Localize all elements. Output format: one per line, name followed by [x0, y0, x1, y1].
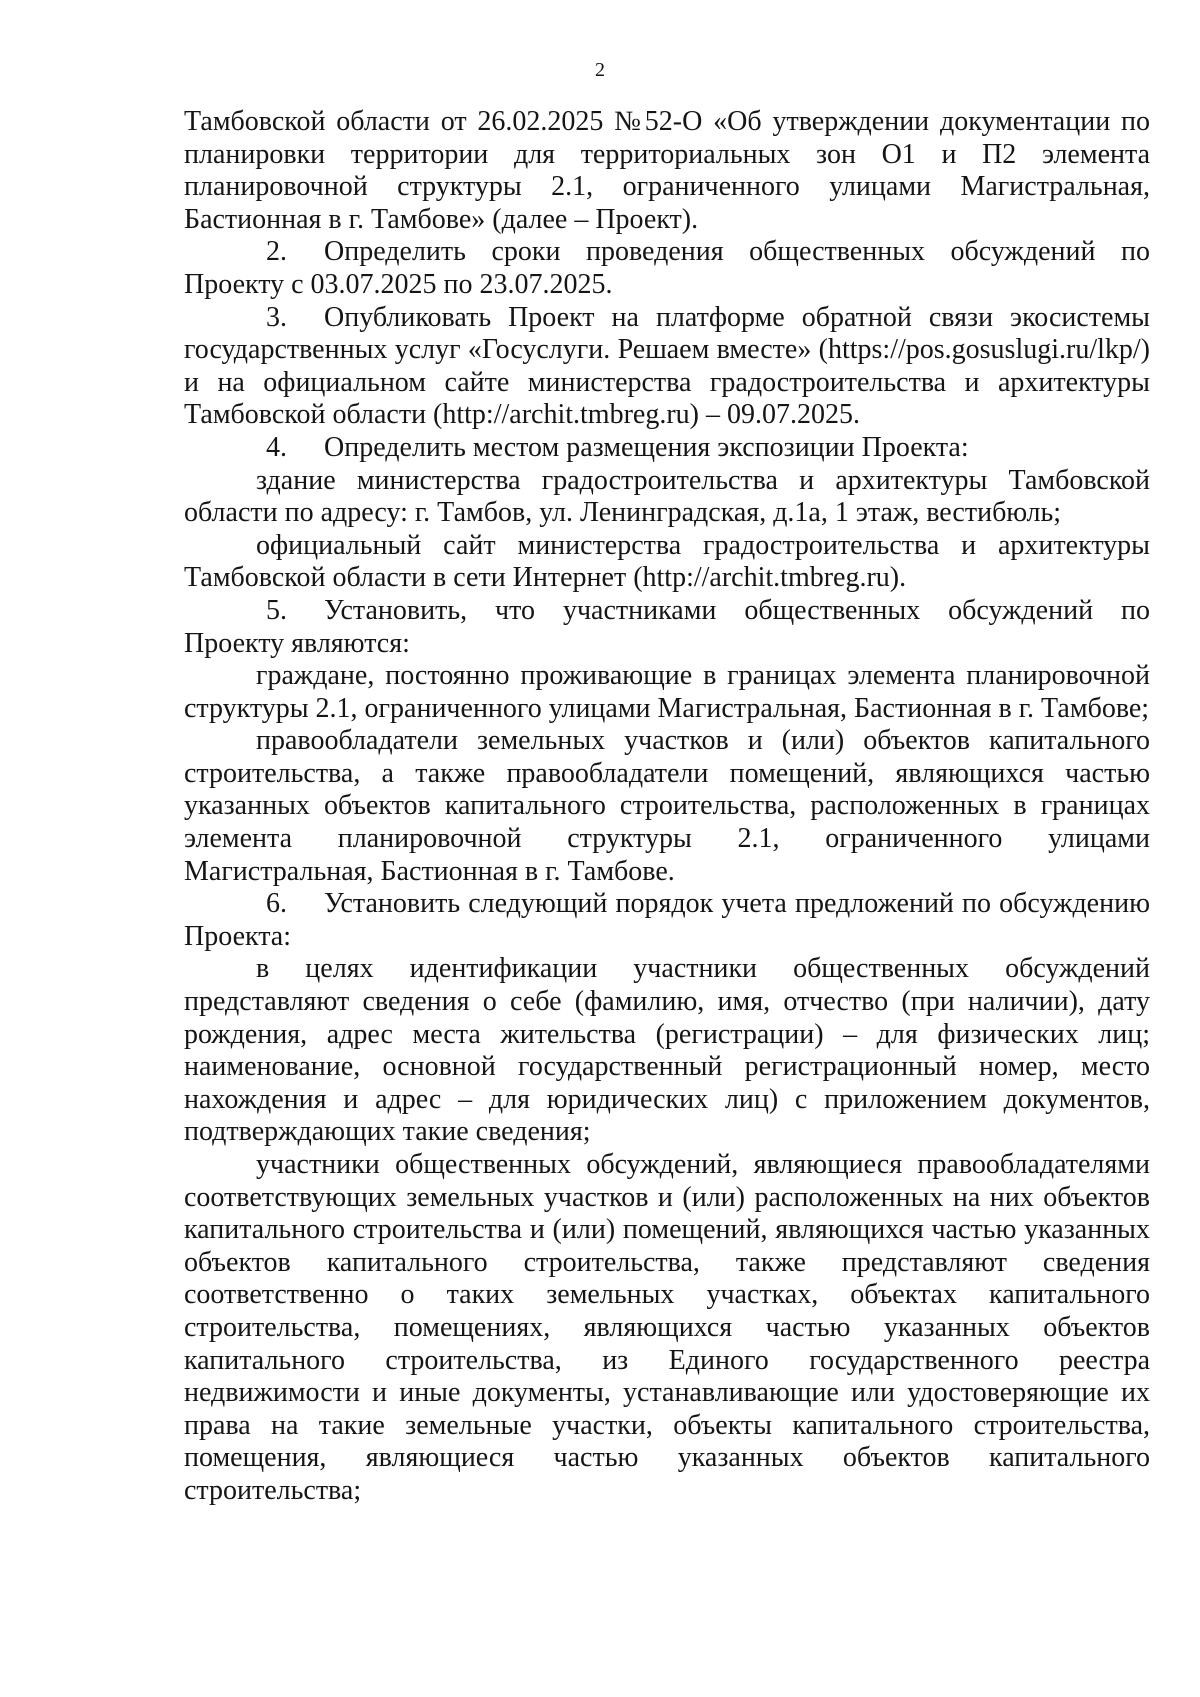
- paragraph-number: 4.: [266, 431, 287, 463]
- paragraph-text: Опубликовать Проект на платформе обратной связи экосистемы государственных услуг «Госуслуги. Решаем вместе» (https://pos.gosuslugi.ru/lkp/) и на официальном сайте министерства градостроительства и архитектуры Тамбовской области (http://archit.tmbreg.ru) – 09.07.2025.: [184, 301, 1150, 431]
- paragraph-item-5: [184, 595, 1150, 660]
- page-number: 2: [595, 59, 605, 81]
- paragraph-number: 5.: [266, 594, 287, 626]
- paragraph-subitem: [184, 1149, 1150, 1508]
- paragraph-subitem: [184, 953, 1150, 1149]
- paragraph-number: 6.: [266, 888, 287, 920]
- paragraph-subitem: [184, 465, 1150, 530]
- paragraph-item-6: [184, 888, 1150, 953]
- paragraph-text: официальный сайт министерства градостроительства и архитектуры Тамбовской области в сети Интернет (http://archit.tmbreg.ru).: [184, 529, 1150, 594]
- paragraph-text: участники общественных обсуждений, являющиеся правообладателями соответствующих земельных участков и (или) расположенных на них объектов капитального строительства и (или) помещений, являющихся частью указанных объектов капитального строительства, также представляют сведения соответственно о таких земельных участках, объектах капитального строительства, помещениях, являющихся частью указанных объектов капитального строительства, из Единого государственного реестра недвижимости и иные документы, устанавливающие или удостоверяющие их права на такие земельные участки, объекты капитального строительства, помещения, являющиеся частью указанных объектов капитального строительства;: [184, 1149, 1150, 1506]
- document-body: [184, 106, 1150, 1508]
- paragraph-text: в целях идентификации участники общественных обсуждений представляют сведения о себе (фамилию, имя, отчество (при наличии), дату рождения, адрес места жительства (регистрации) – для физических лиц; наименование, основной государственный регистрационный номер, место нахождения и адрес – для юридических лиц) с приложением документов, подтверждающих такие сведения;: [184, 953, 1150, 1148]
- paragraph-text: Тамбовской области от 26.02.2025 №52-О «Об утверждении документации по планировки территории для территориальных зон О1 и П2 элемента планировочной структуры 2.1, ограниченного улицами Магистральная, Бастионная в г. Тамбове» (далее – Проект).: [184, 106, 1150, 235]
- paragraph-text: Установить, что участниками общественных обсуждений по Проекту являются:: [184, 594, 1150, 659]
- paragraph-text: правообладатели земельных участков и (или) объектов капитального строительства, а также правообладатели помещений, являющихся частью указанных объектов капитального строительства, расположенных в границах элемента планировочной структуры 2.1, ограниченного улицами Магистральная, Бастионная в г. Тамбове.: [184, 725, 1150, 887]
- paragraph-subitem: [184, 660, 1150, 725]
- paragraph-continuation: [184, 106, 1150, 236]
- paragraph-text: граждане, постоянно проживающие в границах элемента планировочной структуры 2.1, ограниченного улицами Магистральная, Бастионная в г. Тамбове;: [184, 660, 1150, 724]
- paragraph-number: 3.: [266, 301, 287, 333]
- paragraph-subitem: [184, 530, 1150, 595]
- paragraph-text: здание министерства градостроительства и архитектуры Тамбовской области по адресу: г. Тамбов, ул. Ленинградская, д.1а, 1 этаж, вестибюль;: [184, 464, 1150, 529]
- paragraph-item-4: [184, 432, 1150, 465]
- paragraph-text: Установить следующий порядок учета предложений по обсуждению Проекта:: [184, 888, 1150, 952]
- paragraph-text: Определить местом размещения экспозиции Проекта:: [324, 431, 969, 463]
- paragraph-item-2: [184, 236, 1150, 301]
- paragraph-text: Определить сроки проведения общественных обсуждений по Проекту с 03.07.2025 по 23.07.2025.: [184, 236, 1150, 300]
- paragraph-item-3: [184, 302, 1150, 432]
- paragraph-number: 2.: [266, 236, 287, 268]
- paragraph-subitem: [184, 725, 1150, 888]
